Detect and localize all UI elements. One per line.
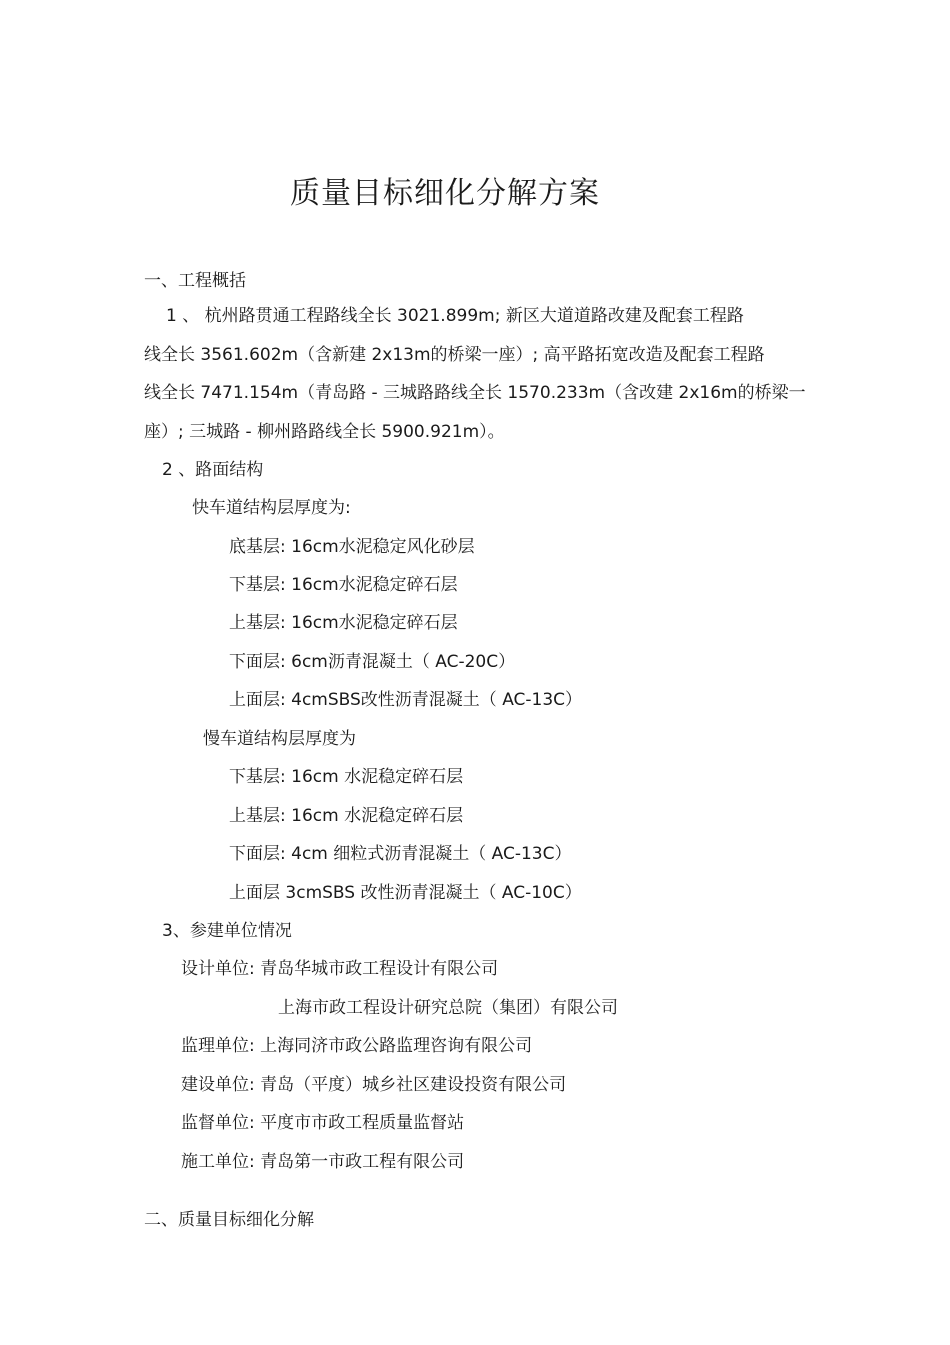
construction-owner-unit: 建设单位: 青岛（平度）城乡社区建设投资有限公司 (181, 1075, 567, 1095)
overview-line-3: 线全长 7471.154m（青岛路 - 三城路路线全长 1570.233m（含改建 2x16m的桥梁一 (144, 383, 806, 403)
design-unit-1: 设计单位: 青岛华城市政工程设计有限公司 (181, 959, 499, 979)
fast-lane-layer: 下面层: 6cm沥青混凝土（ AC-20C） (229, 652, 516, 672)
supervision-unit: 监理单位: 上海同济市政公路监理咨询有限公司 (181, 1036, 533, 1056)
fast-lane-layer: 底基层: 16cm水泥稳定风化砂层 (229, 537, 475, 557)
oversight-unit: 监督单位: 平度市市政工程质量监督站 (181, 1113, 465, 1133)
page-title: 质量目标细化分解方案 (290, 176, 600, 211)
overview-line-1: 1 、 杭州路贯通工程路线全长 3021.899m; 新区大道道路改建及配套工程路 (166, 306, 744, 326)
slow-lane-heading: 慢车道结构层厚度为 (203, 729, 356, 749)
fast-lane-layer: 上基层: 16cm水泥稳定碎石层 (229, 613, 458, 633)
design-unit-2: 上海市政工程设计研究总院（集团）有限公司 (278, 998, 618, 1018)
section-1-heading: 一、工程概括 (144, 271, 246, 291)
slow-lane-layer: 下基层: 16cm 水泥稳定碎石层 (229, 767, 464, 787)
units-heading: 3、参建单位情况 (162, 921, 292, 941)
section-2-heading: 二、质量目标细化分解 (144, 1210, 314, 1230)
slow-lane-layer: 上基层: 16cm 水泥稳定碎石层 (229, 806, 464, 826)
slow-lane-layer: 下面层: 4cm 细粒式沥青混凝土（ AC-13C） (229, 844, 572, 864)
overview-line-4: 座）; 三城路 - 柳州路路线全长 5900.921m）。 (144, 422, 505, 442)
slow-lane-layer: 上面层 3cmSBS 改性沥青混凝土（ AC-10C） (229, 883, 582, 903)
overview-line-2: 线全长 3561.602m（含新建 2x13m的桥梁一座）; 高平路拓宽改造及配套工程路 (144, 345, 765, 365)
pavement-heading: 2 、路面结构 (162, 460, 264, 480)
fast-lane-layer: 下基层: 16cm水泥稳定碎石层 (229, 575, 458, 595)
fast-lane-layer: 上面层: 4cmSBS改性沥青混凝土（ AC-13C） (229, 690, 583, 710)
fast-lane-heading: 快车道结构层厚度为: (192, 498, 351, 518)
contractor-unit: 施工单位: 青岛第一市政工程有限公司 (181, 1152, 465, 1172)
